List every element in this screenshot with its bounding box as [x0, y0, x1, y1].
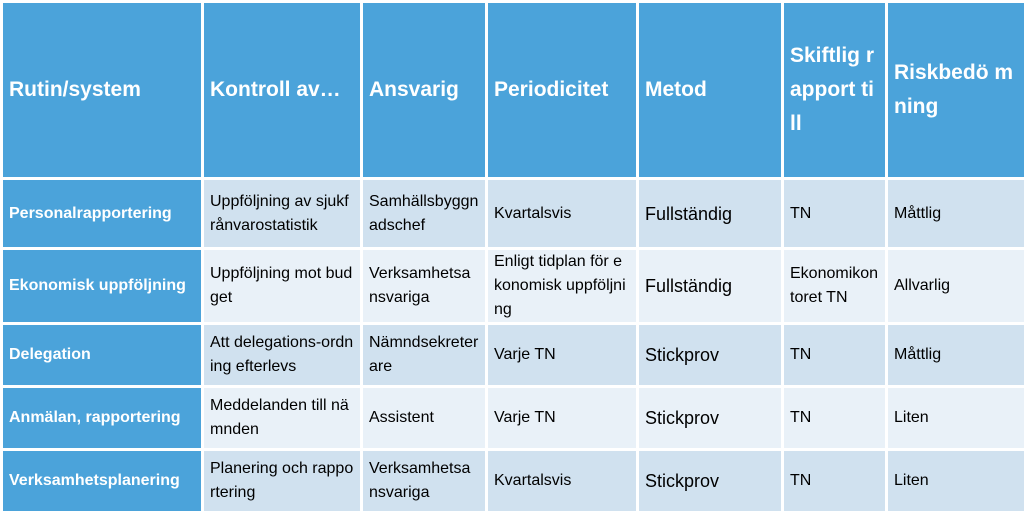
row-label: Ekonomisk uppföljning — [2, 249, 203, 324]
header-kontroll: Kontroll av… — [203, 2, 362, 179]
cell-periodicitet: Enligt tidplan för ekonomisk uppföljning — [487, 249, 638, 324]
cell-kontroll: Planering och rapportering — [203, 450, 362, 513]
header-riskbedomning: Riskbedö mning — [887, 2, 1024, 179]
cell-periodicitet: Kvartalsvis — [487, 450, 638, 513]
cell-kontroll: Meddelanden till nämnden — [203, 387, 362, 450]
header-periodicitet: Periodicitet — [487, 2, 638, 179]
cell-rapport-till: TN — [783, 450, 887, 513]
row-label: Verksamhetsplanering — [2, 450, 203, 513]
cell-rapport-till: TN — [783, 387, 887, 450]
header-row — [2, 2, 1024, 179]
cell-metod: Fullständig — [638, 249, 783, 324]
cell-riskbedomning: Måttlig — [887, 324, 1024, 387]
cell-riskbedomning: Liten — [887, 387, 1024, 450]
cell-riskbedomning: Allvarlig — [887, 249, 1024, 324]
cell-kontroll: Uppföljning mot budget — [203, 249, 362, 324]
table-row — [2, 387, 1024, 450]
cell-kontroll: Att delegations-ordning efterlevs — [203, 324, 362, 387]
header-metod: Metod — [638, 2, 783, 179]
cell-metod: Stickprov — [638, 387, 783, 450]
cell-kontroll: Uppföljning av sjukfrånvarostatistik — [203, 179, 362, 249]
cell-rapport-till: TN — [783, 324, 887, 387]
table-row — [2, 450, 1024, 513]
cell-ansvarig: Assistent — [362, 387, 487, 450]
table-row — [2, 179, 1024, 249]
cell-ansvarig: Verksamhetsansvariga — [362, 450, 487, 513]
row-label: Anmälan, rapportering — [2, 387, 203, 450]
header-rapport-till: Skiftlig rapport till — [783, 2, 887, 179]
table-row — [2, 249, 1024, 324]
row-label: Personalrapportering — [2, 179, 203, 249]
cell-metod: Stickprov — [638, 324, 783, 387]
cell-periodicitet: Kvartalsvis — [487, 179, 638, 249]
cell-rapport-till: TN — [783, 179, 887, 249]
row-label: Delegation — [2, 324, 203, 387]
cell-rapport-till: Ekonomikontoret TN — [783, 249, 887, 324]
cell-metod: Fullständig — [638, 179, 783, 249]
cell-riskbedomning: Måttlig — [887, 179, 1024, 249]
cell-periodicitet: Varje TN — [487, 387, 638, 450]
cell-ansvarig: Verksamhetsansvariga — [362, 249, 487, 324]
table-row — [2, 324, 1024, 387]
cell-ansvarig: Samhällsbyggnadschef — [362, 179, 487, 249]
cell-ansvarig: Nämndsekreterare — [362, 324, 487, 387]
cell-riskbedomning: Liten — [887, 450, 1024, 513]
header-rutin-system: Rutin/system — [2, 2, 203, 179]
header-ansvarig: Ansvarig — [362, 2, 487, 179]
cell-periodicitet: Varje TN — [487, 324, 638, 387]
cell-metod: Stickprov — [638, 450, 783, 513]
